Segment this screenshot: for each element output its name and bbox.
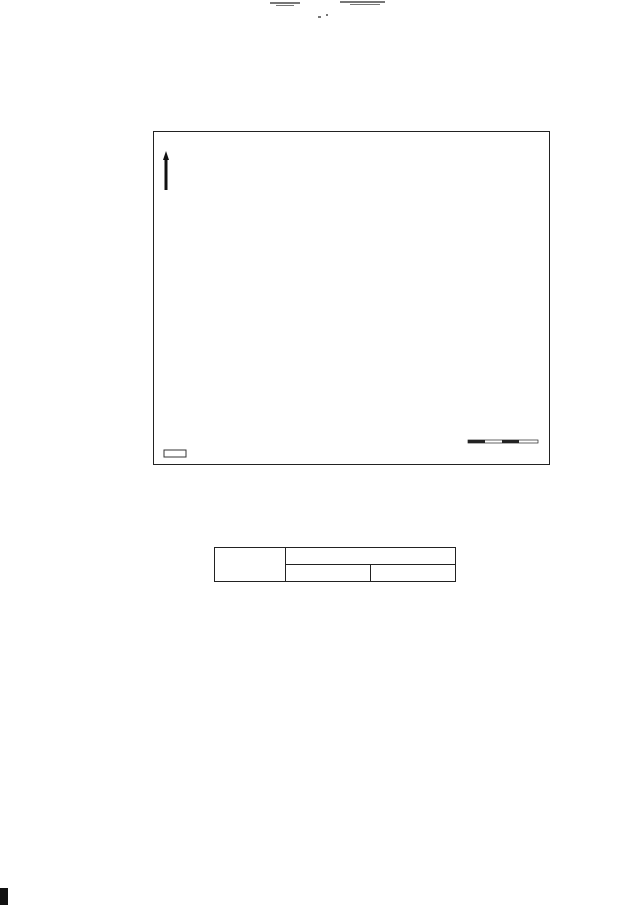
boundary-map-canvas: [154, 132, 549, 464]
col-header-latitude: [286, 565, 371, 582]
col-header-coords: [286, 548, 456, 565]
table-header-row: [215, 548, 456, 565]
map-legend: [164, 450, 186, 457]
section-heading: [120, 78, 584, 97]
col-header-longitude: [371, 565, 456, 582]
scan-artifact: [0, 0, 640, 30]
col-header-number: [215, 548, 286, 582]
coordinates-table: [214, 547, 456, 582]
scale-bar: [468, 440, 538, 443]
section-heading-line1: [120, 78, 584, 97]
boundary-map: [153, 131, 550, 465]
north-arrow: [163, 151, 169, 190]
scan-edge-mark: [0, 888, 8, 905]
